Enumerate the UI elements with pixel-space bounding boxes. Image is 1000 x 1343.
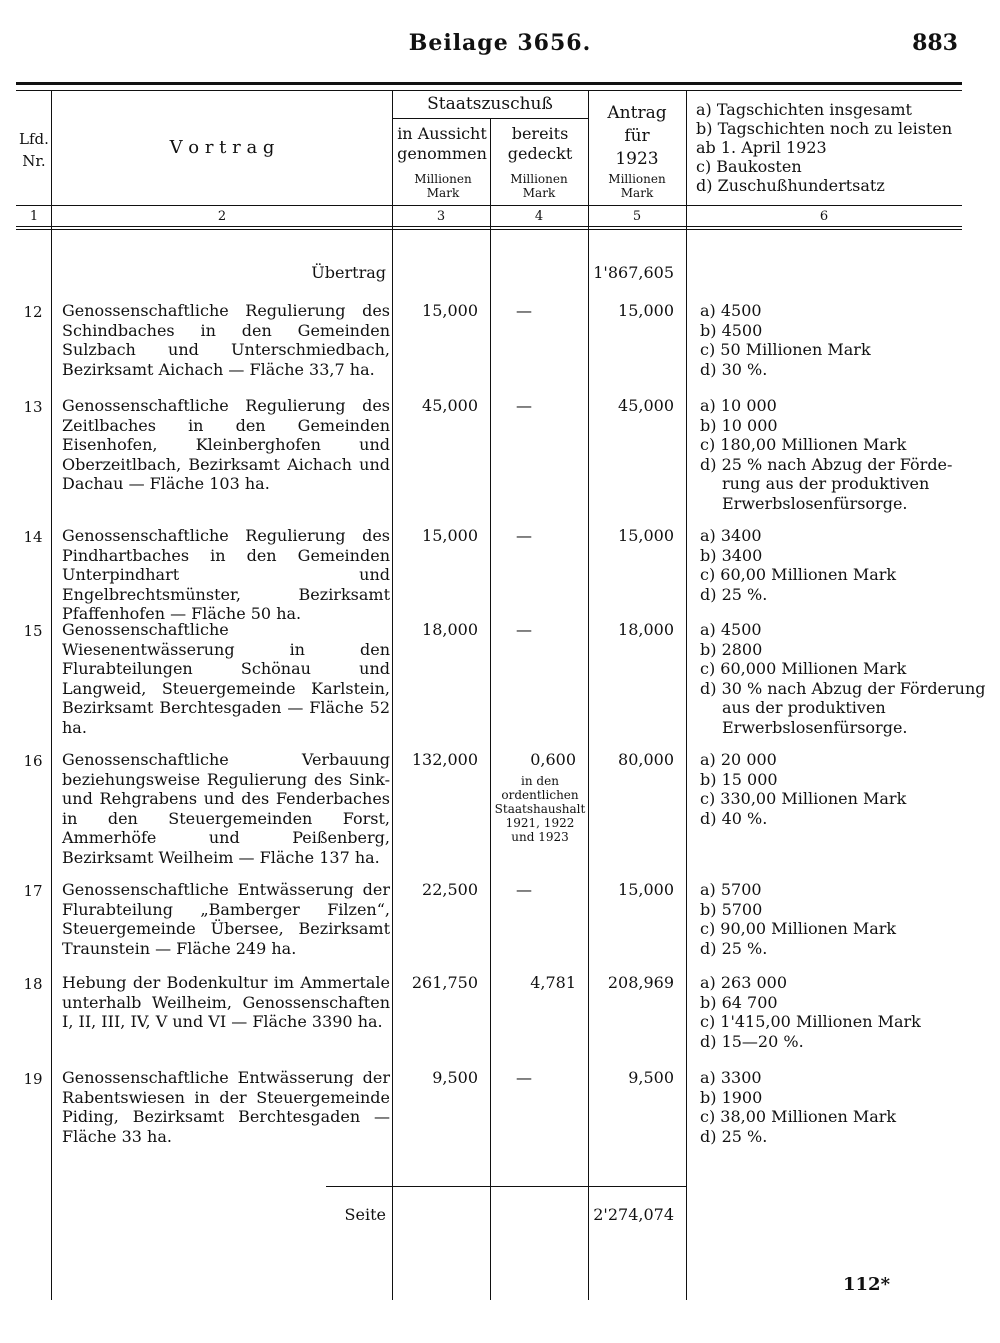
- row-13-note-d-cont: rung aus der produktiven Erwerbslosenfürsorge.: [722, 474, 930, 513]
- row-19-antrag: 9,500: [628, 1068, 674, 1087]
- row-13-note-a: a) 10 000: [700, 396, 777, 415]
- row-13-gedeckt: —: [516, 396, 532, 415]
- row-19-note-c: c) 38,00 Millionen Mark: [700, 1107, 897, 1126]
- row-14-note-d: d) 25 %.: [700, 584, 768, 604]
- header-unit-4: Millionen Mark: [510, 172, 568, 200]
- seite-antrag: 2'274,074: [593, 1205, 674, 1224]
- header-note-c: c) Baukosten: [696, 157, 802, 176]
- row-14-gedeckt: —: [516, 526, 532, 545]
- row-12-note-d: d) 30 %.: [700, 359, 768, 379]
- row-13-note-d: d) 25 % nach Abzug der Förde-: [700, 454, 953, 474]
- row-12-note-c: c) 50 Millionen Mark: [700, 340, 871, 359]
- col-divider-4: [588, 90, 589, 1300]
- header-note-a: a) Tagschichten insgesamt: [696, 100, 912, 119]
- header-staatszuschuss: Staatszuschuß: [427, 94, 553, 114]
- row-16-antrag: 80,000: [618, 750, 674, 769]
- header-notes: [696, 100, 960, 195]
- row-17-note-a: a) 5700: [700, 880, 762, 899]
- row-13-nr: 13: [23, 398, 43, 416]
- row-15-gedeckt: —: [516, 620, 532, 639]
- row-16-text: Genossenschaftliche Verbauung beziehungsweise Regulierung des Sink- und Rehgrabens und des Fenderbaches in den Steuergemeinden Forst, Ammerhöfe und Peißenberg, Bezirksamt Weilheim — Fläche 137 ha.: [62, 750, 390, 867]
- row-17-aussicht: 22,500: [422, 880, 478, 899]
- row-19-note-d: d) 25 %.: [700, 1126, 768, 1146]
- row-18-antrag: 208,969: [607, 973, 674, 992]
- row-14-note-b: b) 3400: [700, 545, 763, 565]
- colnum-bottom-rule-2: [16, 229, 962, 230]
- header-lfd-nr: Lfd. Nr.: [19, 130, 49, 170]
- col-divider-2: [392, 90, 393, 1300]
- row-13-aussicht: 45,000: [422, 396, 478, 415]
- uebertrag-antrag: 1'867,605: [593, 263, 674, 282]
- seite-label: Seite: [344, 1205, 386, 1224]
- row-12-nr: 12: [23, 303, 43, 321]
- row-15-aussicht: 18,000: [422, 620, 478, 639]
- uebertrag-label: Übertrag: [311, 263, 386, 282]
- row-16-gedeckt: 0,600: [530, 750, 576, 769]
- col-divider-1: [51, 90, 52, 1300]
- row-15-text: Genossenschaftliche Wiesenentwässerung in den Flurabteilungen Schönau und Langweid, Steuergemeinde Karlstein, Bezirksamt Berchtesgaden — Fläche 52 ha.: [62, 620, 390, 737]
- page-number: 883: [912, 30, 958, 56]
- row-18-notes: [700, 973, 962, 1051]
- row-15-note-d: d) 30 % nach Abzug der Förderung: [700, 678, 986, 698]
- colnum-2: 2: [217, 209, 227, 224]
- top-rule: [16, 82, 962, 85]
- header-in-aussicht: in Aussicht genommen: [397, 124, 487, 163]
- row-12-text: Genossenschaftliche Regulierung des Schindbaches in den Gemeinden Sulzbach und Unterschmiedbach, Bezirksamt Aichach — Fläche 33,7 ha.: [62, 301, 390, 379]
- row-14-note-c: c) 60,00 Millionen Mark: [700, 565, 897, 584]
- row-15-notes: [700, 620, 986, 737]
- row-19-gedeckt: —: [516, 1068, 532, 1087]
- row-16-gedeckt-note: in den ordentlichen Staatshaushalt 1921, 1922 und 1923: [494, 774, 586, 844]
- header-unit-3: Millionen Mark: [414, 172, 472, 200]
- colnum-3: 3: [436, 209, 446, 224]
- row-14-text: Genossenschaftliche Regulierung des Pindhartbaches in den Gemeinden Unterpindhart und Engelbrechtsmünster, Bezirksamt Pfaffenhofen — Fläche 50 ha.: [62, 526, 390, 623]
- header-unit-5: Millionen Mark: [608, 172, 666, 200]
- row-19-notes: [700, 1068, 962, 1146]
- row-19-aussicht: 9,500: [432, 1068, 478, 1087]
- row-18-aussicht: 261,750: [411, 973, 478, 992]
- row-18-gedeckt: 4,781: [530, 973, 576, 992]
- row-14-notes: [700, 526, 962, 604]
- row-15-antrag: 18,000: [618, 620, 674, 639]
- colnum-4: 4: [534, 209, 544, 224]
- header-vortrag: V o r t r a g: [169, 137, 275, 158]
- row-16-notes: [700, 750, 962, 828]
- header-bottom-rule: [16, 205, 962, 206]
- row-18-note-d: d) 15—20 %.: [700, 1031, 804, 1051]
- row-17-gedeckt: —: [516, 880, 532, 899]
- row-18-text: Hebung der Bodenkultur im Ammertale unterhalb Weilheim, Genossenschaften I, II, III, IV, V und VI — Fläche 3390 ha.: [62, 973, 390, 1031]
- row-19-nr: 19: [23, 1070, 43, 1088]
- header-antrag: Antrag für 1923: [607, 103, 667, 169]
- row-13-text: Genossenschaftliche Regulierung des Zeitlbaches in den Gemeinden Eisenhofen, Kleinberghofen und Oberzeitlbach, Bezirksamt Aichach und Dachau — Fläche 103 ha.: [62, 396, 390, 493]
- top-rule-thin: [16, 90, 962, 91]
- colnum-6: 6: [819, 209, 829, 224]
- page-title: Beilage 3656.: [408, 30, 592, 56]
- header-note-d: d) Zuschußhundertsatz: [696, 176, 885, 195]
- row-17-notes: [700, 880, 962, 958]
- row-17-note-c: c) 90,00 Millionen Mark: [700, 919, 897, 938]
- row-16-note-b: b) 15 000: [700, 769, 778, 789]
- row-18-note-a: a) 263 000: [700, 973, 788, 992]
- row-16-note-d: d) 40 %.: [700, 808, 768, 828]
- colnum-bottom-rule: [16, 226, 962, 227]
- row-12-note-b: b) 4500: [700, 320, 763, 340]
- col-divider-3: [490, 118, 491, 1300]
- colnum-5: 5: [632, 209, 642, 224]
- footer-signature-mark: 112*: [843, 1274, 890, 1295]
- row-16-note-c: c) 330,00 Millionen Mark: [700, 789, 907, 808]
- row-17-nr: 17: [23, 882, 43, 900]
- row-13-antrag: 45,000: [618, 396, 674, 415]
- row-14-nr: 14: [23, 528, 43, 546]
- row-16-aussicht: 132,000: [411, 750, 478, 769]
- row-17-antrag: 15,000: [618, 880, 674, 899]
- row-12-aussicht: 15,000: [422, 301, 478, 320]
- header-bereits-gedeckt: bereits gedeckt: [507, 124, 573, 163]
- staatszuschuss-underline: [392, 118, 588, 119]
- row-18-note-b: b) 64 700: [700, 992, 778, 1012]
- row-12-notes: [700, 301, 962, 379]
- row-17-text: Genossenschaftliche Entwässerung der Flurabteilung „Bamberger Filzen“, Steuergemeinde Übersee, Bezirksamt Traunstein — Fläche 249 ha.: [62, 880, 390, 958]
- row-18-note-c: c) 1'415,00 Millionen Mark: [700, 1012, 921, 1031]
- row-12-gedeckt: —: [516, 301, 532, 320]
- row-14-note-a: a) 3400: [700, 526, 762, 545]
- row-13-note-c: c) 180,00 Millionen Mark: [700, 435, 907, 454]
- row-18-nr: 18: [23, 975, 43, 993]
- colnum-1: 1: [29, 209, 39, 224]
- row-13-note-b: b) 10 000: [700, 415, 778, 435]
- col-divider-5: [686, 90, 687, 1300]
- row-14-antrag: 15,000: [618, 526, 674, 545]
- row-16-note-a: a) 20 000: [700, 750, 777, 769]
- row-19-note-a: a) 3300: [700, 1068, 762, 1087]
- row-15-nr: 15: [23, 622, 43, 640]
- row-17-note-d: d) 25 %.: [700, 938, 768, 958]
- row-12-note-a: a) 4500: [700, 301, 762, 320]
- row-16-nr: 16: [23, 752, 43, 770]
- row-14-aussicht: 15,000: [422, 526, 478, 545]
- row-17-note-b: b) 5700: [700, 899, 763, 919]
- row-15-note-c: c) 60,000 Millionen Mark: [700, 659, 907, 678]
- row-15-note-a: a) 4500: [700, 620, 762, 639]
- seite-rule: [326, 1186, 686, 1187]
- row-15-note-d-cont: aus der produktiven Erwerbslosenfürsorge.: [722, 698, 908, 737]
- row-12-antrag: 15,000: [618, 301, 674, 320]
- row-15-note-b: b) 2800: [700, 639, 763, 659]
- row-13-notes: [700, 396, 962, 513]
- row-19-note-b: b) 1900: [700, 1087, 763, 1107]
- row-19-text: Genossenschaftliche Entwässerung der Rabentswiesen in der Steuergemeinde Piding, Bezirksamt Berchtesgaden — Fläche 33 ha.: [62, 1068, 390, 1146]
- header-note-b: b) Tagschichten noch zu leisten ab 1. April 1923: [696, 119, 953, 157]
